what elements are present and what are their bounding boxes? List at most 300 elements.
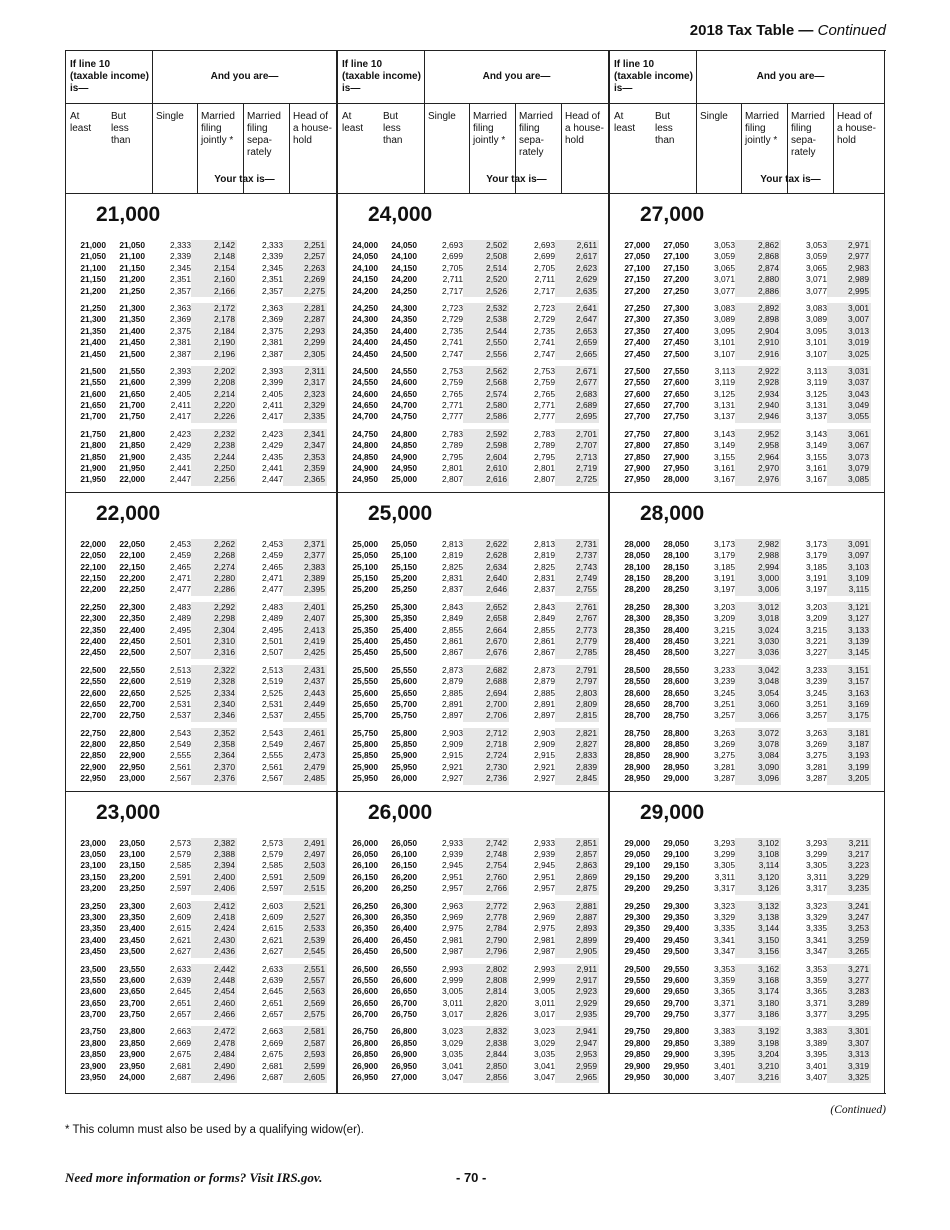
mfs-tax: 2,357 (262, 285, 283, 296)
table-row (338, 377, 608, 388)
at-least-value: 28,350 (624, 624, 650, 635)
single-tax: 3,383 (714, 1026, 735, 1037)
but-less-value: 22,350 (119, 613, 145, 624)
hoh-tax: 2,911 (555, 964, 599, 975)
mfs-tax: 2,753 (534, 365, 555, 376)
table-row (610, 1026, 884, 1037)
mfs-tax: 3,299 (806, 849, 827, 860)
mfs-tax: 3,131 (806, 400, 827, 411)
hoh-tax: 2,287 (283, 314, 327, 325)
but-less-value: 25,200 (391, 572, 417, 583)
mfs-tax: 3,269 (806, 739, 827, 750)
mfs-tax: 3,059 (806, 251, 827, 262)
but-less-value: 21,900 (119, 451, 145, 462)
mfj-tax: 2,466 (191, 1009, 237, 1020)
mfs-tax: 3,101 (806, 337, 827, 348)
table-row (338, 440, 608, 451)
but-less-value: 24,050 (391, 240, 417, 250)
hoh-tax: 2,677 (555, 377, 599, 388)
at-least-value: 27,650 (624, 400, 650, 411)
table-row (66, 326, 336, 337)
single-tax: 2,357 (170, 285, 191, 296)
single-tax: 2,657 (170, 1009, 191, 1020)
hoh-tax: 3,085 (827, 474, 871, 485)
mfs-tax: 2,885 (534, 687, 555, 698)
mfs-tax: 2,561 (262, 761, 283, 772)
single-tax: 2,465 (170, 561, 191, 572)
at-least-value: 29,100 (624, 860, 650, 871)
hoh-tax: 2,995 (827, 286, 871, 297)
table-row (338, 303, 608, 314)
at-least-value: 23,850 (80, 1049, 106, 1060)
hoh-tax: 2,503 (283, 860, 327, 871)
mfs-tax: 2,693 (534, 240, 555, 250)
hoh-tax: 2,473 (283, 750, 327, 761)
mfs-tax: 3,161 (806, 463, 827, 474)
hoh-tax: 2,575 (283, 1009, 327, 1020)
but-less-value: 30,000 (663, 1072, 689, 1083)
single-tax: 3,377 (714, 1009, 735, 1020)
but-less-value: 27,700 (663, 400, 689, 411)
at-least-value: 25,450 (352, 647, 378, 658)
at-least-value: 25,900 (352, 761, 378, 772)
mfs-tax: 2,459 (262, 550, 283, 561)
mfj-tax: 2,424 (191, 923, 237, 934)
table-row (66, 303, 336, 314)
but-less-value: 28,200 (663, 572, 689, 583)
single-tax: 2,687 (170, 1072, 191, 1083)
at-least-value: 26,450 (352, 946, 378, 957)
but-less-value: 29,750 (663, 1009, 689, 1020)
table-row (66, 849, 336, 860)
income-block (610, 194, 884, 486)
but-less-value: 27,850 (663, 440, 689, 451)
table-row (66, 539, 336, 550)
mfs-tax: 2,537 (262, 710, 283, 721)
but-less-value: 23,650 (119, 986, 145, 997)
mfs-tax: 3,233 (806, 664, 827, 675)
mfj-tax: 2,448 (191, 975, 237, 986)
mfs-tax: 2,663 (262, 1026, 283, 1037)
hoh-tax: 3,091 (827, 539, 871, 550)
at-least-value: 29,650 (624, 997, 650, 1008)
hoh-tax: 3,127 (827, 613, 871, 624)
but-less-value: 24,300 (391, 302, 417, 313)
hoh-tax: 3,025 (827, 349, 871, 360)
hoh-tax: 2,971 (827, 240, 871, 251)
mfs-tax: 2,609 (262, 911, 283, 922)
single-tax: 3,107 (714, 348, 735, 359)
mfj-tax: 3,102 (735, 838, 781, 849)
but-less-value: 22,500 (119, 647, 145, 658)
single-tax: 2,813 (442, 538, 463, 549)
at-least-value: 21,950 (80, 474, 106, 485)
hoh-tax: 2,545 (283, 946, 327, 957)
at-least-value: 28,950 (624, 773, 650, 784)
mfs-tax: 2,993 (534, 963, 555, 974)
but-less-value: 21,250 (119, 285, 145, 296)
but-less-value: 29,500 (663, 946, 689, 957)
mfj-tax: 2,322 (191, 665, 237, 676)
mfj-tax: 2,916 (735, 349, 781, 360)
table-row (610, 773, 884, 784)
mfj-tax: 3,036 (735, 647, 781, 658)
single-tax: 2,381 (170, 337, 191, 348)
at-least-value: 24,200 (352, 285, 378, 296)
single-tax: 2,573 (170, 837, 191, 848)
table-row (610, 377, 884, 388)
income-block (338, 492, 608, 785)
mfj-tax: 2,760 (463, 872, 509, 883)
single-tax: 2,849 (442, 613, 463, 624)
at-least-value: 23,050 (80, 849, 106, 860)
but-less-value: 21,800 (119, 428, 145, 439)
hoh-tax: 2,281 (283, 303, 327, 314)
table-row (66, 429, 336, 440)
single-tax: 2,393 (170, 365, 191, 376)
but-less-value: 22,700 (119, 698, 145, 709)
but-less-than-label: But less than (655, 111, 675, 146)
table-row (610, 739, 884, 750)
single-tax: 2,417 (170, 411, 191, 422)
mfs-tax: 3,053 (806, 240, 827, 250)
table-row (338, 986, 608, 997)
table-row (610, 636, 884, 647)
hoh-tax: 2,365 (283, 474, 327, 485)
single-label: Single (428, 111, 456, 122)
mfj-tax: 2,286 (191, 584, 237, 595)
but-less-value: 25,900 (391, 750, 417, 761)
mfs-tax: 3,077 (806, 285, 827, 296)
at-least-value: 21,050 (80, 251, 106, 262)
mfj-tax: 2,256 (191, 474, 237, 485)
single-tax: 2,981 (442, 934, 463, 945)
hoh-tax: 2,881 (555, 901, 599, 912)
single-tax: 2,633 (170, 963, 191, 974)
mfj-tax: 2,310 (191, 636, 237, 647)
mfj-tax: 2,214 (191, 389, 237, 400)
table-row (66, 883, 336, 894)
mfs-tax: 2,867 (534, 647, 555, 658)
but-less-value: 29,800 (663, 1026, 689, 1037)
table-row (338, 584, 608, 595)
table-row (338, 998, 608, 1009)
hoh-tax: 2,251 (283, 240, 327, 251)
hoh-tax: 2,719 (555, 463, 599, 474)
at-least-value: 26,600 (352, 986, 378, 997)
but-less-value: 22,050 (119, 538, 145, 549)
mfj-tax: 2,742 (463, 838, 509, 849)
but-less-value: 28,900 (663, 750, 689, 761)
mfj-tax: 2,754 (463, 860, 509, 871)
but-less-value: 27,950 (663, 463, 689, 474)
at-least-value: 28,550 (624, 676, 650, 687)
table-row (66, 665, 336, 676)
mfs-tax: 2,741 (534, 337, 555, 348)
hoh-tax: 2,629 (555, 274, 599, 285)
hoh-tax: 3,319 (827, 1061, 871, 1072)
but-less-value: 22,150 (119, 561, 145, 572)
mfs-tax: 3,227 (806, 647, 827, 658)
at-least-value: 29,400 (624, 934, 650, 945)
but-less-value: 27,300 (663, 302, 689, 313)
mfs-tax: 2,651 (262, 997, 283, 1008)
mfs-tax: 2,927 (534, 773, 555, 784)
mfj-tax: 2,850 (463, 1061, 509, 1072)
hoh-label: Head of a house-hold (837, 111, 876, 146)
at-least-value: 29,600 (624, 986, 650, 997)
at-least-value: 22,800 (80, 739, 106, 750)
mfj-tax: 3,054 (735, 688, 781, 699)
mfj-tax: 2,700 (463, 699, 509, 710)
table-row (338, 474, 608, 485)
single-tax: 2,807 (442, 474, 463, 485)
single-tax: 2,585 (170, 860, 191, 871)
mfj-tax: 2,736 (463, 773, 509, 784)
hoh-tax: 3,151 (827, 665, 871, 676)
mfj-tax: 2,706 (463, 710, 509, 721)
at-least-value: 23,400 (80, 934, 106, 945)
single-tax: 3,017 (442, 1009, 463, 1020)
mfs-tax: 3,317 (806, 883, 827, 894)
single-tax: 2,399 (170, 377, 191, 388)
table-row (610, 986, 884, 997)
at-least-value: 27,750 (624, 428, 650, 439)
single-tax: 3,023 (442, 1026, 463, 1037)
but-less-value: 24,200 (391, 274, 417, 285)
hoh-tax: 2,737 (555, 550, 599, 561)
table-row (338, 400, 608, 411)
hoh-tax: 2,701 (555, 429, 599, 440)
single-tax: 3,395 (714, 1049, 735, 1060)
single-tax: 2,459 (170, 550, 191, 561)
hoh-tax: 2,581 (283, 1026, 327, 1037)
column-header (66, 51, 336, 194)
but-less-value: 22,750 (119, 710, 145, 721)
mfj-tax: 3,012 (735, 602, 781, 613)
hoh-tax: 2,485 (283, 773, 327, 784)
table-row (338, 1026, 608, 1037)
mfj-tax: 3,120 (735, 872, 781, 883)
hoh-tax: 2,725 (555, 474, 599, 485)
hoh-tax: 3,229 (827, 872, 871, 883)
mfs-tax: 3,185 (806, 561, 827, 572)
at-least-value: 25,950 (352, 773, 378, 784)
at-least-value: 28,600 (624, 687, 650, 698)
at-least-value: 21,800 (80, 440, 106, 451)
but-less-value: 22,300 (119, 601, 145, 612)
at-least-value: 29,850 (624, 1049, 650, 1060)
mfs-tax: 2,417 (262, 411, 283, 422)
table-row (610, 366, 884, 377)
mfj-tax: 2,538 (463, 314, 509, 325)
single-tax: 2,345 (170, 262, 191, 273)
at-least-value: 25,800 (352, 739, 378, 750)
mfj-tax: 2,784 (463, 923, 509, 934)
hoh-tax: 2,623 (555, 263, 599, 274)
at-least-value: 23,650 (80, 997, 106, 1008)
hoh-tax: 2,299 (283, 337, 327, 348)
hoh-tax: 3,235 (827, 883, 871, 894)
mfs-tax: 3,293 (806, 837, 827, 848)
at-least-value: 26,700 (352, 1009, 378, 1020)
hoh-tax: 2,791 (555, 665, 599, 676)
hoh-tax: 2,959 (555, 1061, 599, 1072)
mfs-tax: 3,029 (534, 1037, 555, 1048)
mfj-tax: 2,910 (735, 337, 781, 348)
hoh-tax: 2,839 (555, 762, 599, 773)
but-less-value: 26,100 (391, 849, 417, 860)
at-least-value: 26,300 (352, 911, 378, 922)
mfs-tax: 3,125 (806, 388, 827, 399)
single-tax: 2,387 (170, 348, 191, 359)
at-least-value: 26,750 (352, 1026, 378, 1037)
but-less-value: 29,350 (663, 911, 689, 922)
mfj-tax: 2,574 (463, 389, 509, 400)
hoh-tax: 2,611 (555, 240, 599, 251)
mfs-tax: 2,453 (262, 538, 283, 549)
single-tax: 3,119 (714, 377, 735, 388)
mfs-tax: 3,401 (806, 1060, 827, 1071)
table-row (66, 699, 336, 710)
single-tax: 2,543 (170, 727, 191, 738)
at-least-value: 23,200 (80, 883, 106, 894)
at-least-value: 25,250 (352, 601, 378, 612)
table-row (66, 860, 336, 871)
mfj-tax: 2,772 (463, 901, 509, 912)
but-less-value: 22,000 (119, 474, 145, 485)
mfj-tax: 2,442 (191, 964, 237, 975)
mfs-tax: 2,489 (262, 613, 283, 624)
mfj-tax: 2,508 (463, 251, 509, 262)
single-tax: 2,957 (442, 883, 463, 894)
mfs-tax: 2,495 (262, 624, 283, 635)
but-less-value: 24,800 (391, 428, 417, 439)
at-least-value: 24,650 (352, 400, 378, 411)
income-block (338, 194, 608, 486)
mfs-tax: 2,723 (534, 302, 555, 313)
at-least-value: 27,400 (624, 337, 650, 348)
single-tax: 3,173 (714, 538, 735, 549)
but-less-value: 27,250 (663, 285, 689, 296)
mfs-tax: 2,843 (534, 601, 555, 612)
mfj-tax: 3,216 (735, 1072, 781, 1083)
but-less-value: 24,500 (391, 348, 417, 359)
single-tax: 3,191 (714, 572, 735, 583)
but-less-value: 28,250 (663, 584, 689, 595)
at-least-label: At least (342, 111, 364, 134)
table-row (338, 562, 608, 573)
table-row (338, 1049, 608, 1060)
hoh-tax: 2,263 (283, 263, 327, 274)
table-row (66, 986, 336, 997)
hoh-tax: 3,037 (827, 377, 871, 388)
but-less-value: 23,750 (119, 1009, 145, 1020)
but-less-value: 28,400 (663, 624, 689, 635)
if-line-label: If line 10 (taxable income) is— (614, 59, 693, 94)
hoh-tax: 2,401 (283, 602, 327, 613)
mfs-tax: 2,633 (262, 963, 283, 974)
single-tax: 3,143 (714, 428, 735, 439)
mfs-tax: 2,597 (262, 883, 283, 894)
single-tax: 2,909 (442, 739, 463, 750)
hoh-tax: 2,395 (283, 584, 327, 595)
table-row (610, 935, 884, 946)
income-block (610, 791, 884, 1084)
mfs-tax: 2,669 (262, 1037, 283, 1048)
mfj-tax: 3,144 (735, 923, 781, 934)
mfj-tax: 2,820 (463, 998, 509, 1009)
single-tax: 3,065 (714, 262, 735, 273)
mfs-tax: 2,699 (534, 251, 555, 262)
at-least-value: 22,600 (80, 687, 106, 698)
single-tax: 2,525 (170, 687, 191, 698)
table-row (610, 1049, 884, 1060)
but-less-value: 23,250 (119, 883, 145, 894)
single-tax: 3,407 (714, 1072, 735, 1083)
table-row (610, 263, 884, 274)
mfj-tax: 3,078 (735, 739, 781, 750)
table-row (338, 326, 608, 337)
mfs-tax: 2,999 (534, 974, 555, 985)
single-tax: 2,993 (442, 963, 463, 974)
hoh-tax: 3,115 (827, 584, 871, 595)
at-least-value: 25,000 (352, 538, 378, 549)
single-tax: 2,453 (170, 538, 191, 549)
mfs-tax: 2,837 (534, 584, 555, 595)
mfj-tax: 2,190 (191, 337, 237, 348)
at-least-value: 28,700 (624, 710, 650, 721)
single-tax: 3,083 (714, 302, 735, 313)
hoh-tax: 2,359 (283, 463, 327, 474)
single-tax: 3,341 (714, 934, 735, 945)
mfj-tax: 3,066 (735, 710, 781, 721)
single-tax: 2,351 (170, 274, 191, 285)
at-least-value: 29,500 (624, 963, 650, 974)
hoh-tax: 2,647 (555, 314, 599, 325)
but-less-value: 24,550 (391, 365, 417, 376)
at-least-value: 22,950 (80, 773, 106, 784)
hoh-tax: 2,521 (283, 901, 327, 912)
table-row (610, 452, 884, 463)
table-row (610, 349, 884, 360)
table-row (66, 946, 336, 957)
at-least-value: 27,600 (624, 388, 650, 399)
table-row (66, 349, 336, 360)
hoh-tax: 3,055 (827, 411, 871, 422)
at-least-value: 27,050 (624, 251, 650, 262)
at-least-value: 29,200 (624, 883, 650, 894)
mfj-tax: 3,150 (735, 935, 781, 946)
at-least-value: 22,300 (80, 613, 106, 624)
hoh-tax: 2,953 (555, 1049, 599, 1060)
table-row (338, 337, 608, 348)
at-least-value: 29,450 (624, 946, 650, 957)
at-least-value: 21,500 (80, 365, 106, 376)
at-least-value: 29,750 (624, 1026, 650, 1037)
mfj-tax: 2,976 (735, 474, 781, 485)
hoh-tax: 2,989 (827, 274, 871, 285)
block-label: 23,000 (66, 791, 336, 834)
table-row (66, 710, 336, 721)
but-less-value: 21,050 (119, 240, 145, 250)
at-least-value: 24,300 (352, 314, 378, 325)
at-least-value: 22,350 (80, 624, 106, 635)
hoh-tax: 2,323 (283, 389, 327, 400)
but-less-value: 29,300 (663, 900, 689, 911)
hoh-tax: 2,539 (283, 935, 327, 946)
mfj-tax: 2,598 (463, 440, 509, 451)
